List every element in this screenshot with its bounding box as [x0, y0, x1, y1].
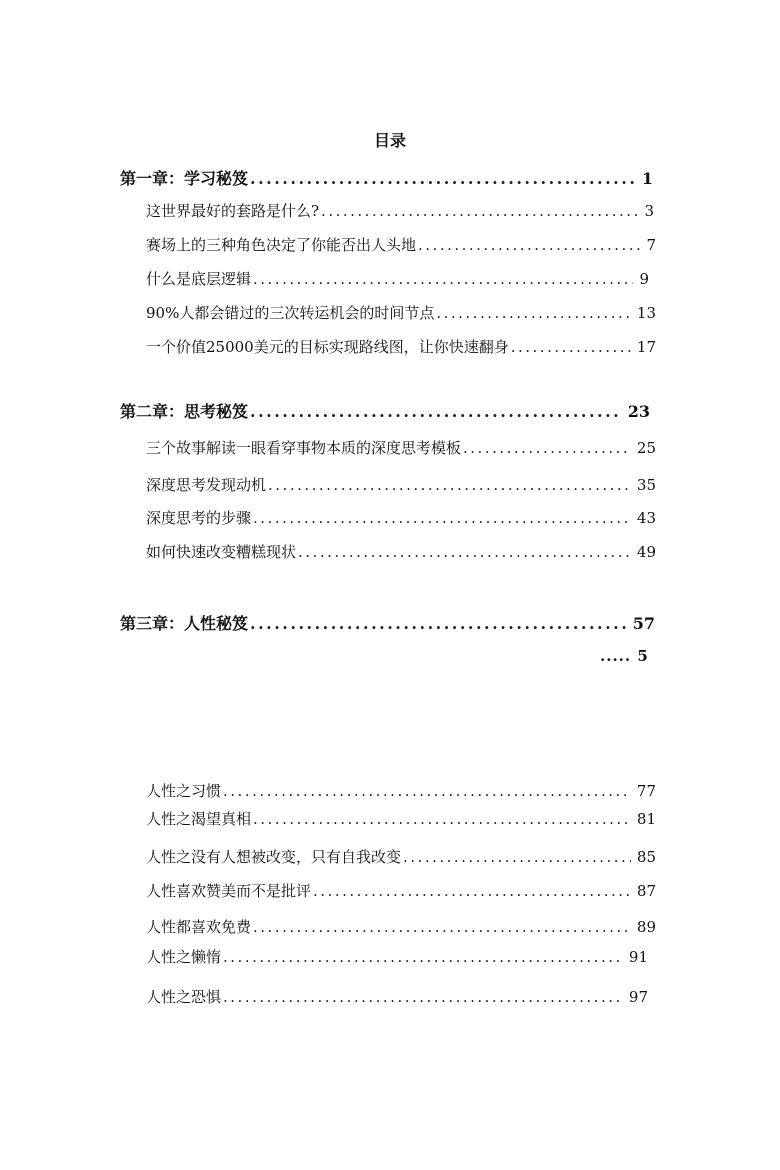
entry-label: 深度思考发现动机 — [146, 476, 267, 494]
toc-entry[interactable] — [146, 437, 656, 458]
toc-chapter-1[interactable] — [120, 166, 653, 189]
entry-page-number: 85 — [636, 848, 656, 866]
toc-entry[interactable] — [146, 336, 656, 357]
dot-leader — [253, 509, 631, 527]
dot-leader — [463, 439, 631, 457]
entry-label: 人性之恐惧 — [146, 988, 222, 1006]
entry-page-number: 97 — [628, 988, 648, 1006]
entry-page-number: 7 — [646, 236, 656, 254]
toc-entry[interactable] — [146, 541, 656, 562]
entry-label: 90%人都会错过的三次转运机会的时间节点 — [146, 304, 435, 322]
entry-label: 人性之习惯 — [146, 782, 222, 800]
entry-page-number: 9 — [639, 270, 649, 288]
entry-page-number: 43 — [636, 509, 656, 527]
dot-leader — [268, 476, 631, 494]
chapter-page-number: 57 — [632, 614, 655, 633]
toc-entry[interactable] — [146, 916, 656, 937]
entry-page-number: 49 — [636, 543, 656, 561]
dot-leader — [250, 169, 636, 188]
dot-leader — [436, 304, 631, 322]
toc-entry[interactable] — [146, 302, 656, 323]
toc-entry[interactable] — [146, 234, 656, 255]
entry-label: 如何快速改变糟糕现状 — [146, 543, 297, 561]
dot-leader — [403, 848, 631, 866]
toc-entry[interactable] — [146, 200, 654, 221]
entry-page-number: 3 — [644, 202, 654, 220]
chapter-label: 第二章：思考秘笈 — [120, 402, 249, 421]
dot-leader — [313, 882, 631, 900]
toc-entry[interactable] — [146, 808, 656, 829]
chapter-label: 第一章：学习秘笈 — [120, 169, 249, 188]
entry-page-number: 17 — [636, 338, 656, 356]
entry-page-number: 89 — [636, 918, 656, 936]
truncated-line-fragment: ..... 5 — [600, 647, 649, 665]
toc-chapter-3[interactable] — [120, 611, 655, 634]
chapter-label: 第三章：人性秘笈 — [120, 614, 249, 633]
toc-entry[interactable] — [146, 880, 656, 901]
entry-label: 赛场上的三种角色决定了你能否出人头地 — [146, 236, 417, 254]
entry-label: 人性之没有人想被改变，只有自我改变 — [146, 848, 402, 866]
entry-page-number: 91 — [628, 948, 648, 966]
entry-page-number: 35 — [636, 476, 656, 494]
toc-entry[interactable] — [146, 474, 656, 495]
dot-leader — [511, 338, 631, 356]
dot-leader — [253, 918, 631, 936]
entry-page-number: 81 — [636, 810, 656, 828]
toc-entry[interactable] — [146, 986, 648, 1007]
entry-label: 人性都喜欢免费 — [146, 918, 252, 936]
dot-leader — [253, 270, 633, 288]
toc-entry[interactable] — [146, 780, 656, 801]
dot-leader — [250, 402, 622, 421]
chapter-page-number: 1 — [641, 169, 653, 188]
dot-leader — [223, 988, 623, 1006]
entry-label: 人性喜欢赞美而不是批评 — [146, 882, 312, 900]
dot-leader — [418, 236, 640, 254]
dot-leader — [223, 948, 623, 966]
toc-title: 目录 — [373, 131, 406, 150]
toc-entry[interactable] — [146, 946, 648, 967]
dot-leader — [321, 202, 638, 220]
entry-page-number: 25 — [636, 439, 656, 457]
dot-leader — [298, 543, 631, 561]
entry-page-number: 87 — [636, 882, 656, 900]
entry-label: 什么是底层逻辑 — [146, 270, 252, 288]
dot-leader — [250, 614, 627, 633]
toc-entry[interactable] — [146, 268, 649, 289]
chapter-page-number: 23 — [627, 402, 650, 421]
toc-entry[interactable] — [146, 507, 656, 528]
dot-leader — [253, 810, 631, 828]
dot-leader — [223, 782, 631, 800]
entry-label: 人性之懒惰 — [146, 948, 222, 966]
entry-label: 一个价值25000美元的目标实现路线图，让你快速翻身 — [146, 338, 509, 356]
toc-chapter-2[interactable] — [120, 399, 650, 422]
entry-page-number: 77 — [636, 782, 656, 800]
entry-label: 人性之渴望真相 — [146, 810, 252, 828]
entry-label: 这世界最好的套路是什么? — [146, 202, 320, 220]
toc-entry[interactable] — [146, 846, 656, 867]
entry-label: 深度思考的步骤 — [146, 509, 252, 527]
entry-page-number: 13 — [636, 304, 656, 322]
entry-label: 三个故事解读一眼看穿事物本质的深度思考模板 — [146, 439, 462, 457]
